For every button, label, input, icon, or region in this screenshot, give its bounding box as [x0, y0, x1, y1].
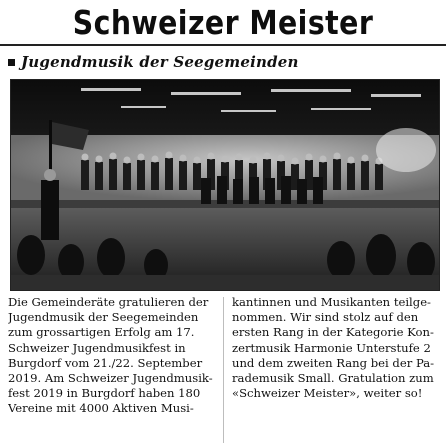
square-bullet-icon [8, 59, 15, 66]
concert-hall-photo [11, 80, 440, 291]
column-divider [223, 297, 224, 443]
article-body-left-column [8, 295, 213, 445]
article-photo [10, 79, 440, 291]
article-headline: Schweizer Meister [72, 3, 374, 42]
body-text-line: ersten Rang in der Kategorie Kon- [232, 325, 434, 340]
body-text-line: Die Gemeinderäte gratulieren der [8, 295, 209, 309]
headline-rule [0, 44, 446, 46]
body-text-line: Schweizer Jugendmusikfest in [8, 340, 186, 355]
body-text-line: fest 2019 in Burgdorf haben 180 [8, 386, 201, 401]
subheadline-text: Jugendmusik der Seegemeinden [21, 53, 299, 71]
article-body-right-column [232, 295, 437, 445]
body-text-line: und dem zweiten Rang bei der Pa- [232, 355, 435, 370]
body-text-line: «Schweizer Meister», weiter so! [232, 386, 423, 401]
body-text-line: Vereine mit 4000 Aktiven Musi- [8, 401, 194, 416]
body-text-line: 2019. Am Schweizer Jugendmusik- [8, 371, 213, 386]
body-text-line: Jugendmusik der Seegemeinden [8, 310, 199, 325]
body-text-line: zertmusik Harmonie Unterstufe 2 [232, 340, 431, 355]
body-text-line: Burgdorf vom 21./22. September [8, 355, 203, 370]
article-subheadline [8, 52, 299, 72]
body-text-line: rademusik Small. Gratulation zum [232, 371, 434, 386]
body-text-line: zum grossartigen Erfolg am 17. [8, 325, 195, 340]
body-text-line: nommen. Wir sind stolz auf den [232, 310, 419, 325]
body-text-line: kantinnen und Musikanten teilge- [232, 295, 431, 309]
